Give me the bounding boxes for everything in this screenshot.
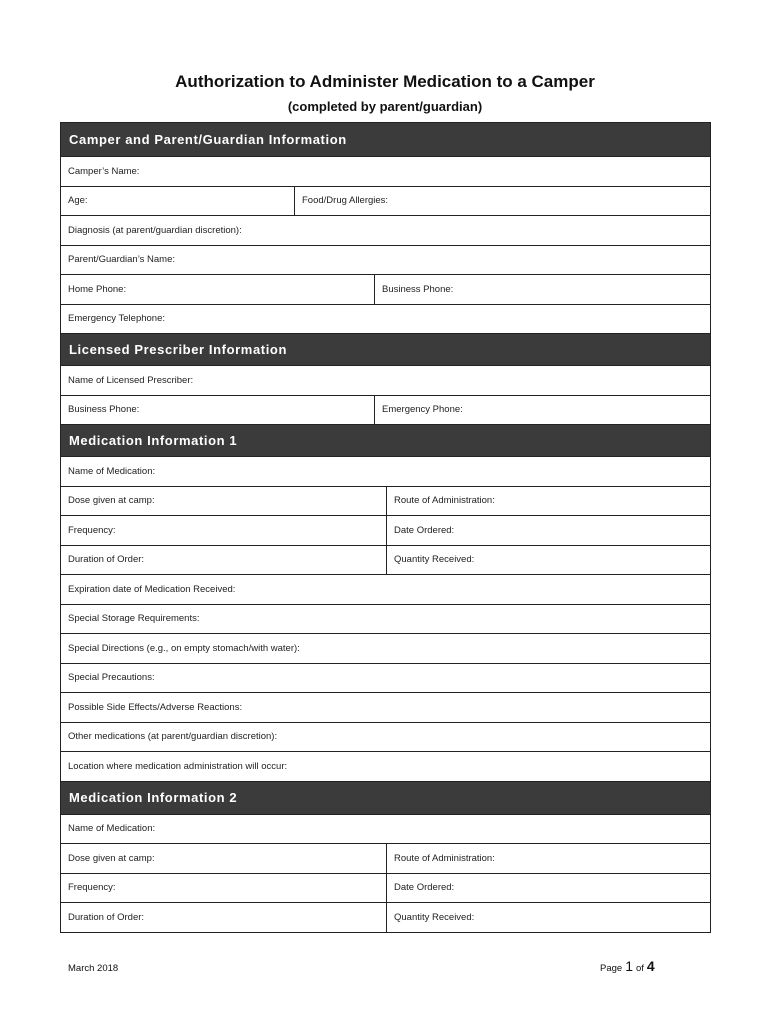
row-med1-expiration <box>61 575 710 605</box>
of-word: of <box>635 963 644 974</box>
med2-quantity-field[interactable]: Quantity Received: <box>386 903 710 932</box>
prescriber-emergency-phone-field[interactable]: Emergency Phone: <box>374 396 710 425</box>
home-phone-field[interactable]: Home Phone: <box>68 283 127 295</box>
med1-date-ordered-field[interactable]: Date Ordered: <box>386 516 710 545</box>
row-med1-duration-quantity <box>61 546 710 576</box>
med2-date-ordered-field[interactable]: Date Ordered: <box>386 874 710 903</box>
med1-location-field[interactable]: Location where medication administration will occur: <box>68 760 288 772</box>
row-med1-location <box>61 752 710 782</box>
row-med1-other-meds <box>61 723 710 753</box>
row-prescriber-name <box>61 366 710 396</box>
row-phones <box>61 275 710 305</box>
emergency-telephone-field[interactable]: Emergency Telephone: <box>68 313 165 325</box>
section-heading-camper: Camper and Parent/Guardian Information <box>61 123 710 157</box>
medication-authorization-form <box>60 122 711 933</box>
med1-side-effects-field[interactable]: Possible Side Effects/Adverse Reactions: <box>68 701 243 713</box>
allergies-field[interactable]: Food/Drug Allergies: <box>294 187 710 216</box>
med2-duration-field[interactable]: Duration of Order: <box>68 911 145 923</box>
age-field[interactable]: Age: <box>68 195 88 207</box>
guardian-name-field[interactable]: Parent/Guardian’s Name: <box>68 254 176 266</box>
section-heading-prescriber: Licensed Prescriber Information <box>61 334 710 366</box>
page-total: 4 <box>646 958 655 974</box>
med1-route-field[interactable]: Route of Administration: <box>386 487 710 516</box>
section-heading-medication-2: Medication Information 2 <box>61 782 710 815</box>
row-age-allergies <box>61 187 710 217</box>
med1-precautions-field[interactable]: Special Precautions: <box>68 672 155 684</box>
row-med1-side-effects <box>61 693 710 723</box>
med1-storage-field[interactable]: Special Storage Requirements: <box>68 613 200 625</box>
med1-other-meds-field[interactable]: Other medications (at parent/guardian discretion): <box>68 731 278 743</box>
med1-expiration-field[interactable]: Expiration date of Medication Received: <box>68 583 236 595</box>
med2-dose-field[interactable]: Dose given at camp: <box>68 852 155 864</box>
row-med2-duration-quantity <box>61 903 710 933</box>
med1-quantity-field[interactable]: Quantity Received: <box>386 546 710 575</box>
page-current: 1 <box>625 958 633 974</box>
page-subtitle: (completed by parent/guardian) <box>287 99 483 114</box>
prescriber-business-phone-field[interactable]: Business Phone: <box>68 404 140 416</box>
footer-date: March 2018 <box>68 963 119 974</box>
med2-route-field[interactable]: Route of Administration: <box>386 844 710 873</box>
med1-directions-field[interactable]: Special Directions (e.g., on empty stomach/with water): <box>68 642 300 654</box>
page-title: Authorization to Administer Medication to a Camper <box>175 72 595 91</box>
row-med1-name <box>61 457 710 487</box>
med2-name-field[interactable]: Name of Medication: <box>68 823 156 835</box>
med1-name-field[interactable]: Name of Medication: <box>68 465 156 477</box>
section-heading-medication-1: Medication Information 1 <box>61 425 710 457</box>
prescriber-name-field[interactable]: Name of Licensed Prescriber: <box>68 374 194 386</box>
row-med1-precautions <box>61 664 710 694</box>
row-med1-frequency-date <box>61 516 710 546</box>
row-med2-name <box>61 815 710 845</box>
campers-name-field[interactable]: Camper’s Name: <box>68 165 140 177</box>
med1-dose-field[interactable]: Dose given at camp: <box>68 495 155 507</box>
med2-frequency-field[interactable]: Frequency: <box>68 882 116 894</box>
row-med1-storage <box>61 605 710 635</box>
row-diagnosis <box>61 216 710 246</box>
med1-frequency-field[interactable]: Frequency: <box>68 524 116 536</box>
row-med2-dose-route <box>61 844 710 874</box>
row-campers-name <box>61 157 710 187</box>
page-word: Page <box>600 963 623 974</box>
row-med1-dose-route <box>61 487 710 517</box>
med1-duration-field[interactable]: Duration of Order: <box>68 554 145 566</box>
row-med1-directions <box>61 634 710 664</box>
diagnosis-field[interactable]: Diagnosis (at parent/guardian discretion): <box>68 224 242 236</box>
guardian-business-phone-field[interactable]: Business Phone: <box>374 275 710 304</box>
page-number <box>600 958 655 974</box>
row-emergency-telephone <box>61 305 710 335</box>
row-prescriber-phones <box>61 396 710 426</box>
row-med2-frequency-date <box>61 874 710 904</box>
row-guardian-name <box>61 246 710 276</box>
